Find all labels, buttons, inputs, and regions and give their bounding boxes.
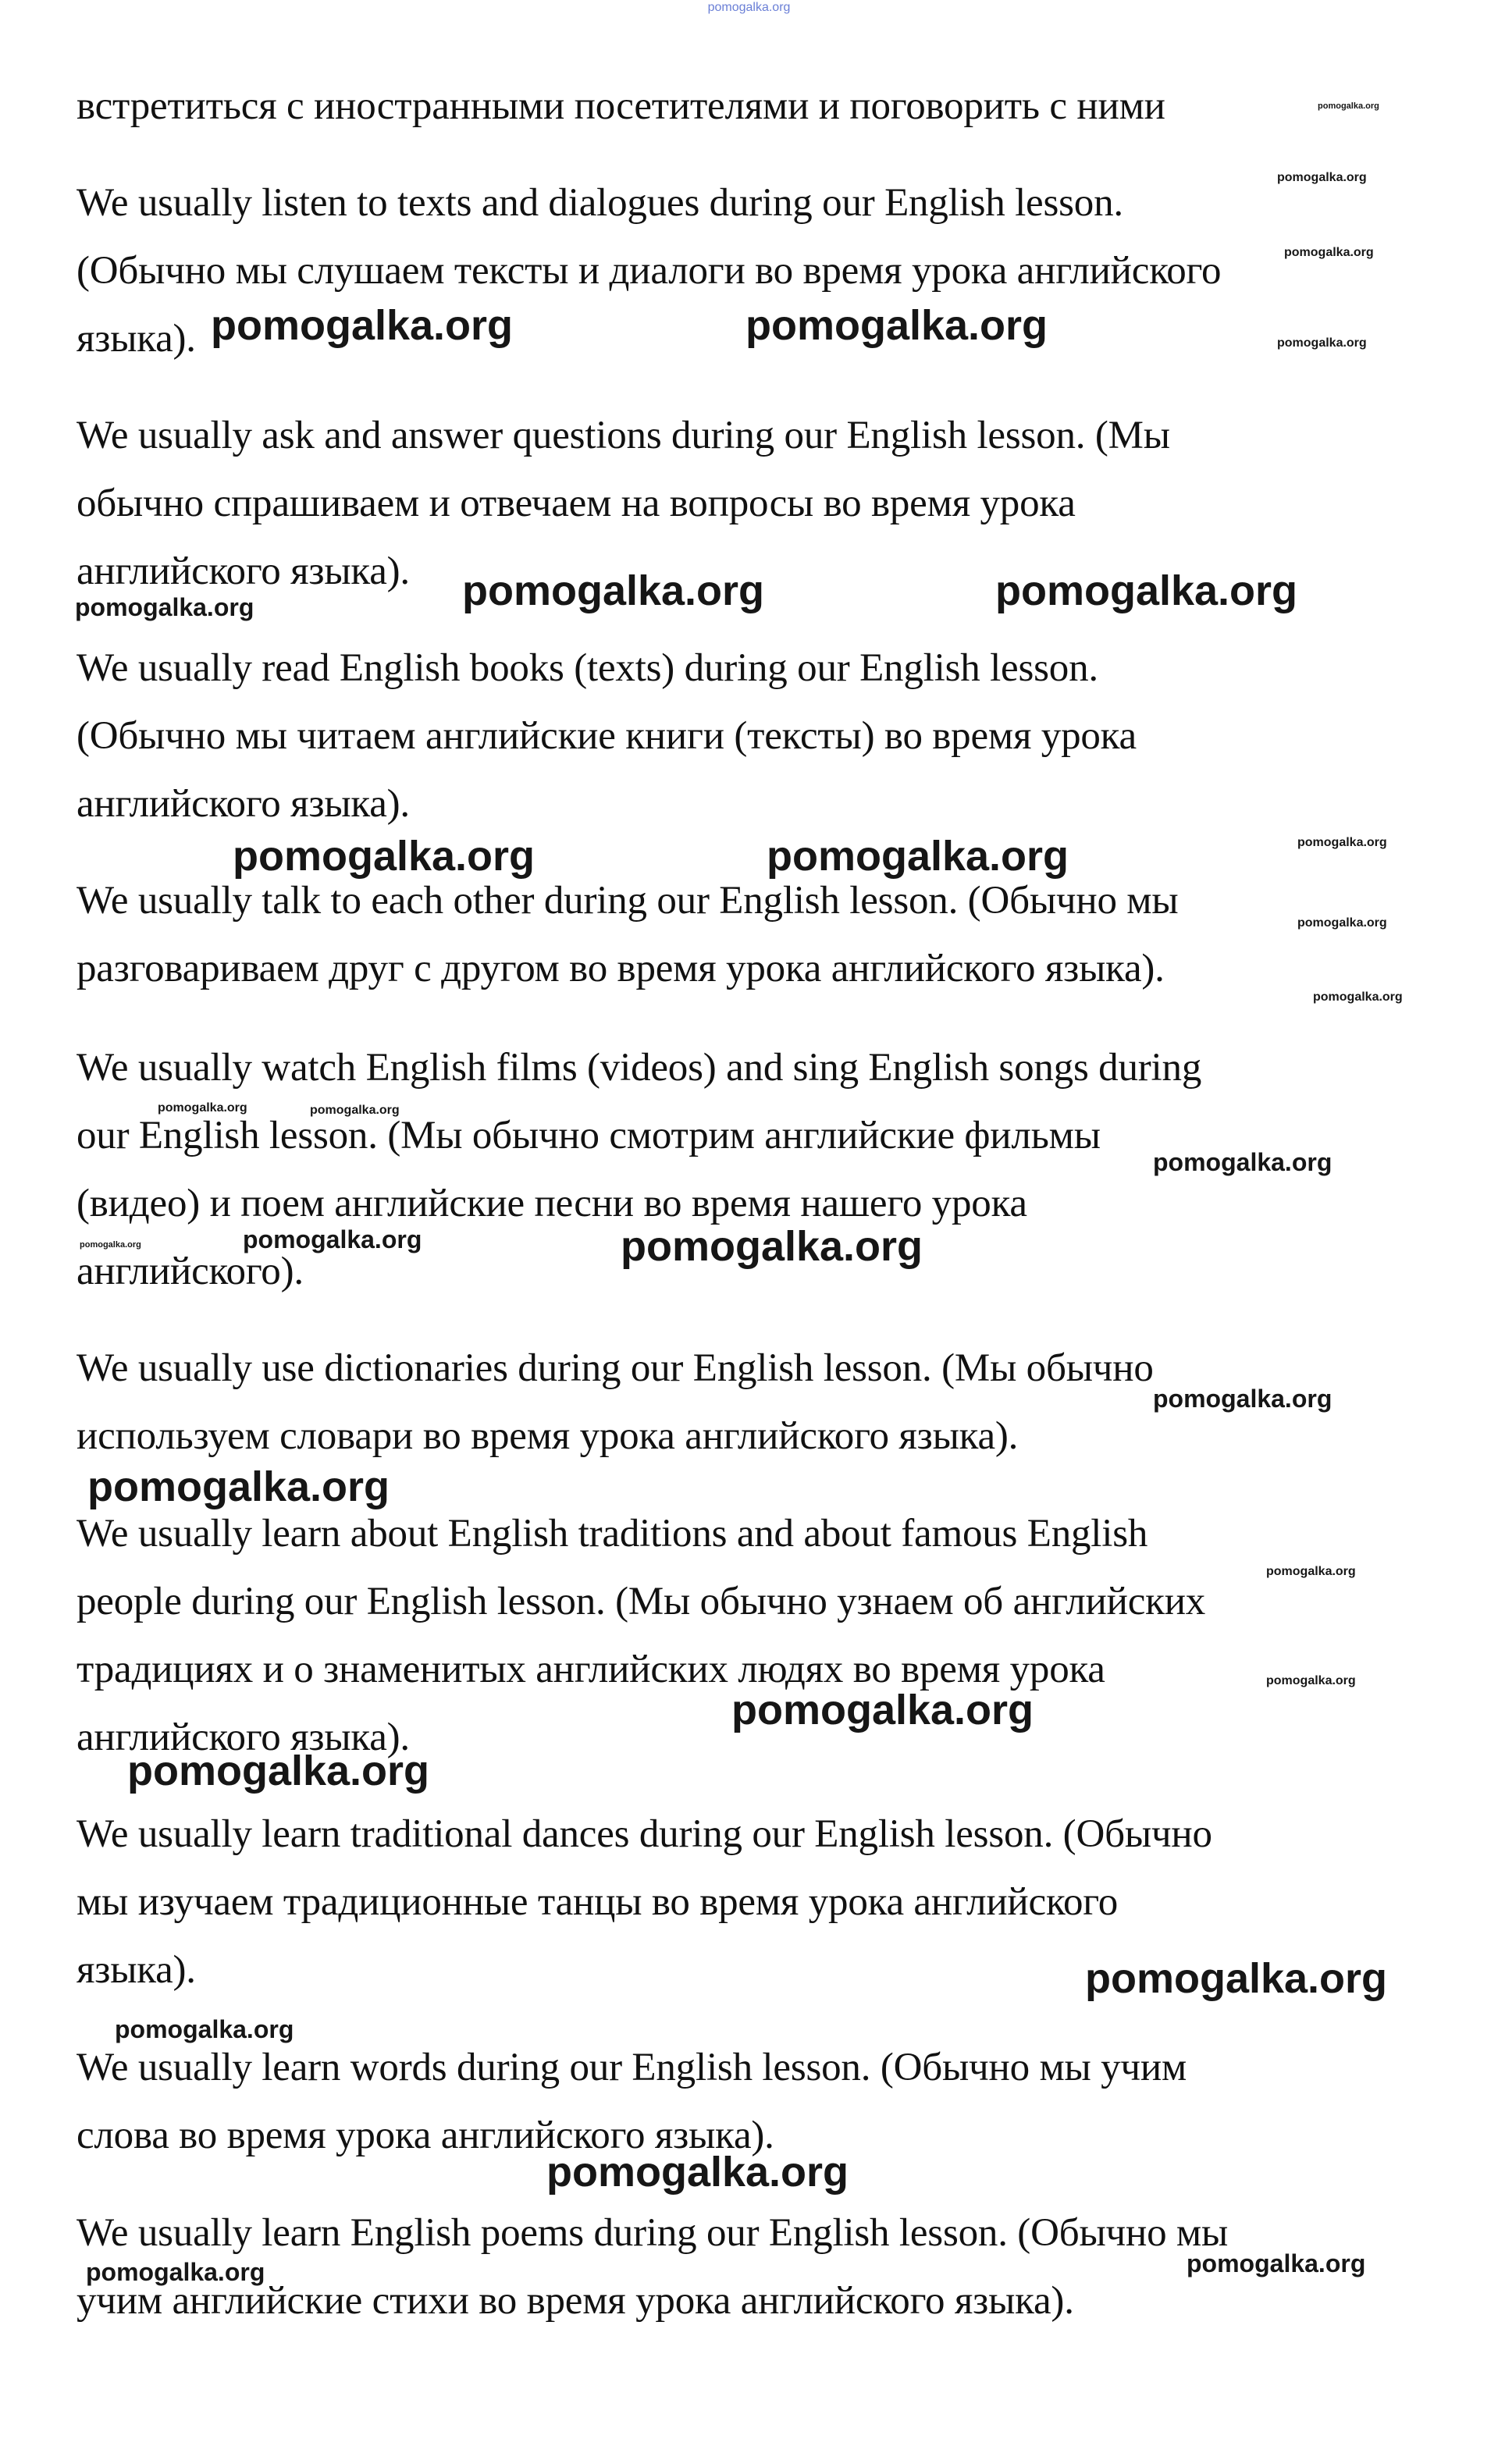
- paragraph-line: We usually watch English films (videos) and sing English songs during: [77, 1046, 1202, 1090]
- watermark: pomogalka.org: [127, 1748, 430, 1794]
- watermark: pomogalka.org: [75, 593, 254, 621]
- paragraph-line: английского языка).: [77, 782, 410, 826]
- paragraph-line: people during our English lesson. (Мы обычно узнаем об английских: [77, 1580, 1206, 1623]
- watermark: pomogalka.org: [1153, 1148, 1333, 1176]
- watermark: pomogalka.org: [86, 2258, 265, 2286]
- paragraph-1: [77, 73, 1419, 140]
- watermark: pomogalka.org: [767, 833, 1069, 880]
- paragraph-line: языка).: [77, 317, 196, 361]
- paragraph-line: We usually learn words during our English lesson. (Обычно мы учим: [77, 2046, 1187, 2089]
- watermark: pomogalka.org: [1266, 1565, 1356, 1578]
- watermark: pomogalka.org: [87, 1463, 390, 1510]
- watermark: pomogalka.org: [115, 2015, 294, 2043]
- top-watermark: pomogalka.org: [707, 1, 791, 14]
- paragraph-line: (Обычно мы читаем английские книги (тексты) во время урока: [77, 714, 1137, 758]
- paragraph-line: We usually listen to texts and dialogues during our English lesson.: [77, 181, 1123, 225]
- paragraph-line: мы изучаем традиционные танцы во время урока английского: [77, 1880, 1118, 1924]
- paragraph-line: разговариваем друг с другом во время урока английского языка).: [77, 947, 1165, 990]
- watermark: pomogalka.org: [1297, 916, 1387, 930]
- paragraph-line: встретиться с иностранными посетителями и поговорить с ними: [77, 84, 1165, 128]
- paragraph-line: We usually learn traditional dances during our English lesson. (Обычно: [77, 1812, 1212, 1856]
- watermark: pomogalka.org: [1153, 1385, 1333, 1413]
- paragraph-line: языка).: [77, 1948, 196, 1992]
- watermark: pomogalka.org: [1277, 336, 1367, 350]
- paragraph-line: английского языка).: [77, 1716, 410, 1759]
- paragraph-line: учим английские стихи во время урока английского языка).: [77, 2279, 1074, 2323]
- paragraph-line: (Обычно мы слушаем тексты и диалоги во время урока английского: [77, 249, 1222, 293]
- watermark: pomogalka.org: [243, 1225, 422, 1253]
- paragraph-line: We usually read English books (texts) during our English lesson.: [77, 646, 1098, 690]
- watermark: pomogalka.org: [1277, 171, 1367, 184]
- paragraph-line: обычно спрашиваем и отвечаем на вопросы во время урока: [77, 482, 1076, 525]
- paragraph-line: We usually ask and answer questions during our English lesson. (Мы: [77, 414, 1170, 457]
- watermark: pomogalka.org: [745, 302, 1048, 349]
- paragraph-line: слова во время урока английского языка).: [77, 2114, 774, 2157]
- paragraph-line: We usually talk to each other during our English lesson. (Обычно мы: [77, 879, 1179, 923]
- watermark: pomogalka.org: [1266, 1674, 1356, 1687]
- watermark: pomogalka.org: [621, 1223, 923, 1270]
- watermark: pomogalka.org: [546, 2149, 849, 2196]
- watermark: pomogalka.org: [1085, 1955, 1388, 2002]
- watermark: pomogalka.org: [158, 1101, 247, 1115]
- paragraph-line: our English lesson. (Мы обычно смотрим английские фильмы: [77, 1114, 1101, 1157]
- paragraph-line: английского языка).: [77, 549, 410, 593]
- paragraph-line: We usually learn English poems during our English lesson. (Обычно мы: [77, 2211, 1229, 2255]
- paragraph-line: We usually use dictionaries during our English lesson. (Мы обычно: [77, 1346, 1154, 1390]
- paragraph-line: (видео) и поем английские песни во время нашего урока: [77, 1182, 1027, 1225]
- watermark: pomogalka.org: [731, 1687, 1034, 1733]
- watermark: pomogalka.org: [995, 567, 1298, 614]
- paragraph-5: [77, 867, 1419, 1003]
- watermark: pomogalka.org: [462, 567, 765, 614]
- watermark: pomogalka.org: [211, 302, 514, 349]
- watermark: pomogalka.org: [310, 1104, 400, 1117]
- paragraph-line: традициях и о знаменитых английских людях во время урока: [77, 1648, 1105, 1691]
- watermark: pomogalka.org: [233, 833, 536, 880]
- watermark: pomogalka.org: [1318, 101, 1379, 111]
- watermark: pomogalka.org: [1284, 246, 1374, 259]
- paragraph-line: английского).: [77, 1250, 304, 1293]
- watermark: pomogalka.org: [80, 1240, 141, 1250]
- paragraph-line: We usually learn about English traditions and about famous English: [77, 1512, 1148, 1556]
- paragraph-4: [77, 635, 1419, 838]
- paragraph-line: используем словари во время урока английского языка).: [77, 1414, 1019, 1458]
- watermark: pomogalka.org: [1313, 990, 1403, 1004]
- watermark: pomogalka.org: [1187, 2249, 1366, 2277]
- watermark: pomogalka.org: [1297, 836, 1387, 849]
